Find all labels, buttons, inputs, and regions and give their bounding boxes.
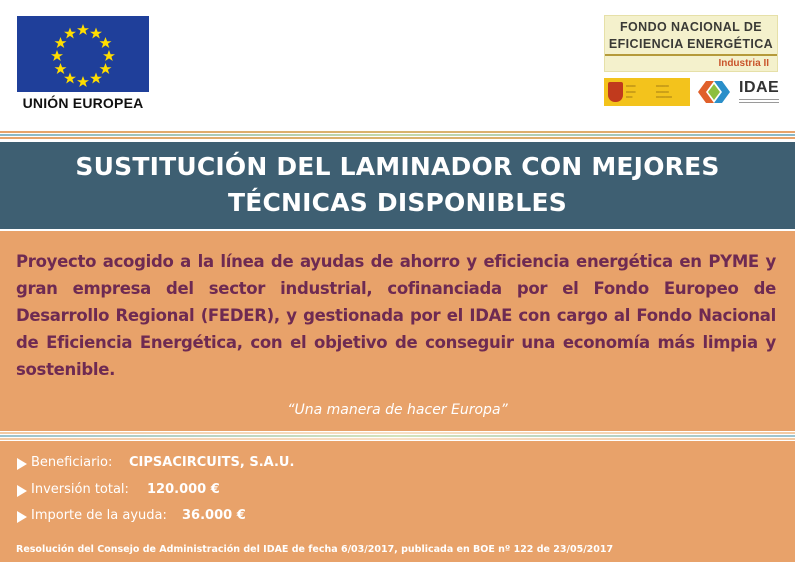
inversion-label: Inversión total:	[31, 482, 129, 497]
divider-stripe	[0, 432, 795, 434]
fondo-nacional-logo	[604, 15, 778, 72]
inversion-value: 120.000 €	[147, 482, 220, 497]
divider-stripe	[0, 137, 795, 139]
description-panel	[0, 231, 795, 431]
gov-logo-lettering: ═══ ═══ ══	[626, 83, 636, 99]
resolution-footnote: Resolución del Consejo de Administración del IDAE de fecha 6/03/2017, publicada en BOE nº 122 de 23/05/2017	[16, 544, 614, 555]
bullet-triangle-icon	[17, 485, 27, 497]
title-band	[0, 142, 795, 229]
idae-logo-subtext	[739, 99, 779, 105]
fondo-industria: Industria II	[718, 58, 769, 69]
beneficiario-label: Beneficiario:	[31, 455, 113, 470]
bullet-triangle-icon	[17, 458, 27, 470]
eu-flag-logo	[17, 16, 149, 92]
info-panel	[0, 441, 795, 562]
title-line-1: SUSTITUCIÓN DEL LAMINADOR CON MEJORES	[75, 152, 720, 181]
motto: “Una manera de hacer Europa”	[287, 402, 508, 418]
ministerio-logo-lettering: ════ ════ ═════	[656, 83, 672, 99]
divider-stripe	[0, 438, 795, 440]
bullet-triangle-icon	[17, 511, 27, 523]
title-line-2: TÉCNICAS DISPONIBLES	[227, 188, 568, 217]
divider-stripe	[0, 435, 795, 437]
project-description: Proyecto acogido a la línea de ayudas de ahorro y eficiencia energética en PYME y gran empresa del sector industrial, cofinanciada por el Fondo Europeo de Desarrollo Regional (FEDER), y gestionada por el IDAE con cargo al Fondo Nacional de Eficiencia Energética, con el objetivo de conseguir una economía más limpia y sostenible.	[16, 252, 776, 379]
beneficiario-value: CIPSACIRCUITS, S.A.U.	[129, 455, 295, 470]
divider-stripe	[0, 134, 795, 136]
eu-stars-icon	[17, 16, 149, 92]
fondo-line-1: FONDO NACIONAL DE	[620, 20, 762, 34]
divider-stripe	[0, 131, 795, 133]
idae-mark-icon	[694, 77, 734, 107]
gobierno-espana-logo	[604, 78, 690, 106]
eu-label: UNIÓN EUROPEA	[22, 95, 144, 111]
fondo-line-2: EFICIENCIA ENERGÉTICA	[608, 37, 774, 51]
importe-value: 36.000 €	[182, 508, 246, 523]
coat-of-arms-icon	[608, 82, 623, 102]
header	[0, 0, 795, 128]
importe-label: Importe de la ayuda:	[31, 508, 167, 523]
fondo-divider	[605, 54, 777, 56]
idae-logo-text: IDAE	[739, 79, 780, 96]
